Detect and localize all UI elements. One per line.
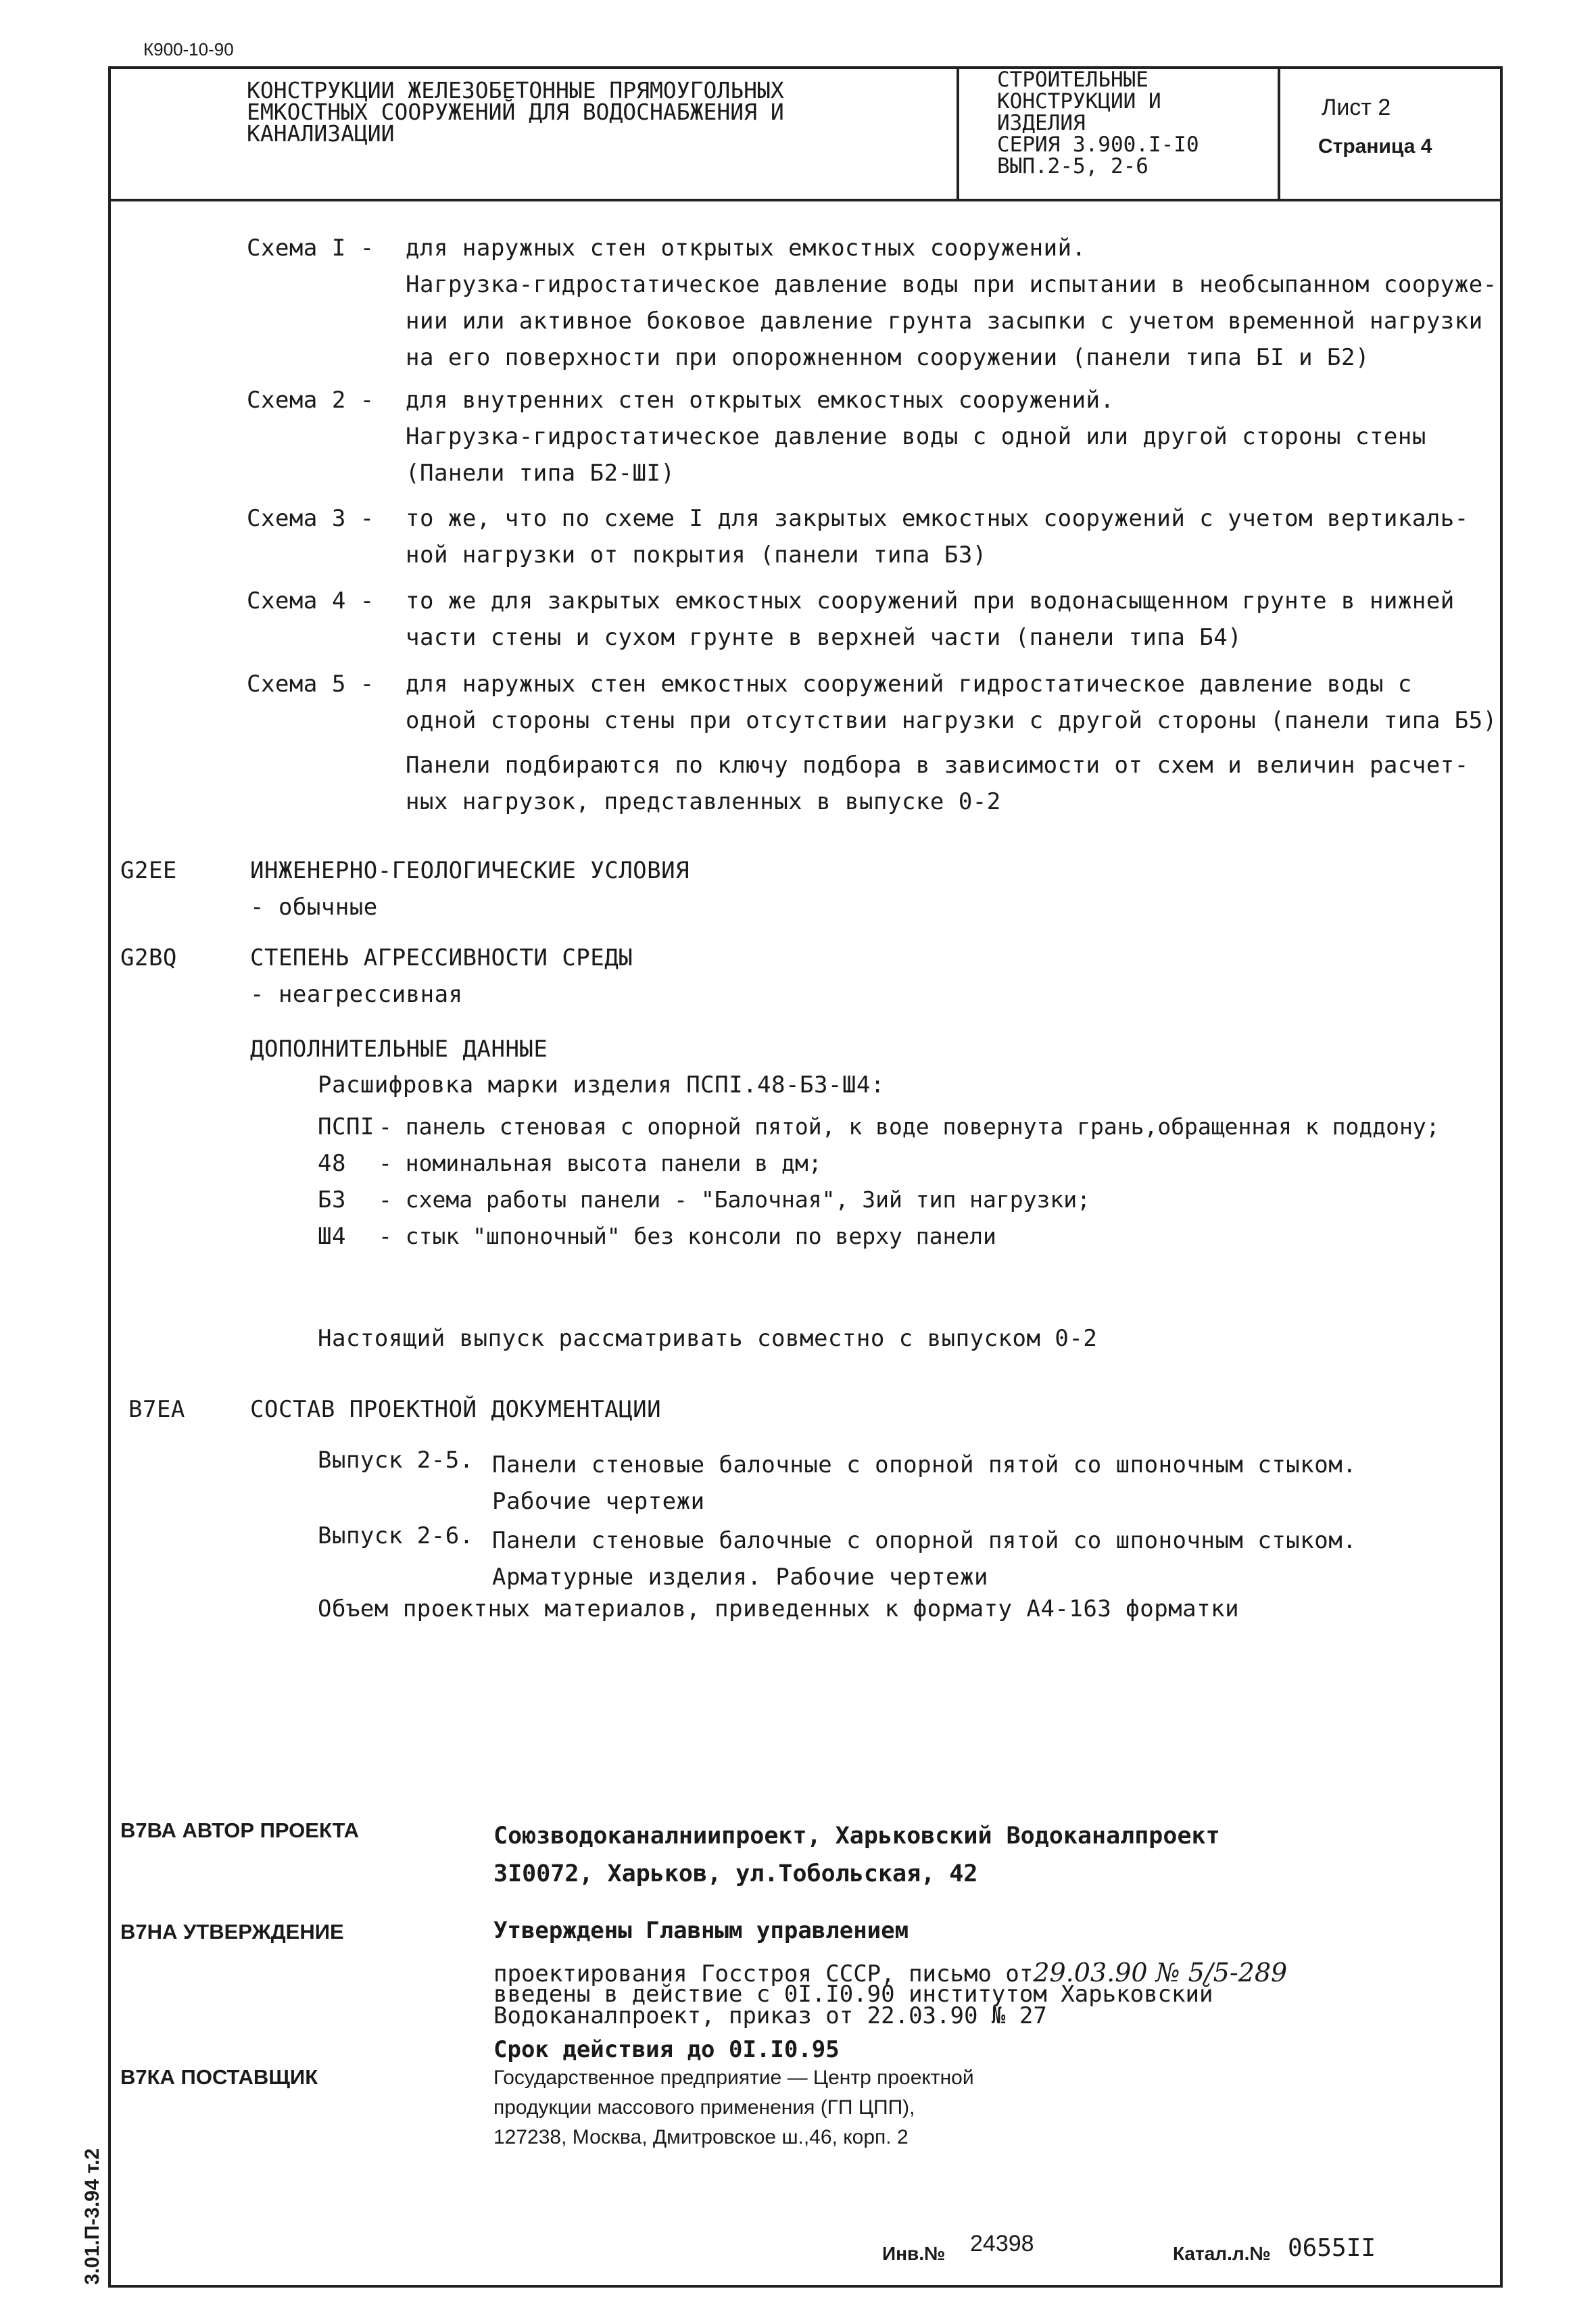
approval-label: В7НА УТВЕРЖДЕНИЕ: [120, 1920, 344, 1944]
header-title-line: ЕМКОСТНЫХ СООРУЖЕНИЙ ДЛЯ ВОДОСНАБЖЕНИЯ И: [247, 99, 784, 125]
author-text: [493, 1817, 1220, 1893]
scheme-line: на его поверхности при опорожненном сооружении (панели типа БI и Б2): [406, 344, 1370, 371]
decode-text: - номинальная высота панели в дм;: [379, 1150, 822, 1176]
sheet-label: Лист 2: [1322, 95, 1391, 120]
supplier-line: Государственное предприятие — Центр проектной: [493, 2067, 974, 2089]
scheme-line: то же для закрытых емкостных сооружений при водонасыщенном грунте в нижней: [406, 587, 1455, 614]
header-title-line: КОНСТРУКЦИИ ЖЕЛЕЗОБЕТОННЫЕ ПРЯМОУГОЛЬНЫХ: [247, 77, 784, 103]
note-line: ных нагрузок, представленных в выпуске 0-2: [406, 788, 1001, 815]
geo-code: G2EE: [120, 857, 177, 884]
supplier-line: 127238, Москва, Дмитровское ш.,46, корп. 2: [493, 2126, 909, 2148]
author-line: 3I0072, Харьков, ул.Тобольская, 42: [493, 1860, 978, 1887]
approval-letter-text: проектирования Госстроя СССР, письмо от: [493, 1960, 1034, 1987]
approval-line-1: Утверждены Главным управлением: [493, 1917, 909, 1944]
series-line: ИЗДЕЛИЯ: [997, 111, 1086, 135]
scheme-line: (Панели типа Б2-ШI): [406, 460, 675, 487]
issue-2-text: [492, 1522, 1357, 1595]
aggr-title: СТЕПЕНЬ АГРЕССИВНОСТИ СРЕДЫ: [250, 944, 633, 971]
docs-volume: Объем проектных материалов, приведенных к формату А4-163 форматки: [318, 1595, 1240, 1622]
scheme-3: [247, 500, 374, 537]
author-line: Союзводоканалниипроект, Харьковский Водоканалпроект: [493, 1823, 1220, 1850]
scheme-label: Схема 4 -: [247, 587, 374, 614]
scheme-5-text: [406, 666, 1497, 739]
issue-line: Панели стеновые балочные с опорной пятой со шпоночным стыком.: [492, 1451, 1357, 1478]
extra-intro: Расшифровка марки изделия ПСПI.48-Б3-Ш4:: [318, 1071, 885, 1099]
validity: Срок действия до 0I.I0.95: [493, 2036, 840, 2063]
side-stamp: 3.01.П-3.94 т.2: [81, 2148, 103, 2285]
series-line: СЕРИЯ 3.900.I-I0: [997, 132, 1199, 157]
scheme-line: для наружных стен емкостных сооружений гидростатическое давление воды с: [406, 671, 1412, 698]
decode-key: Б3: [318, 1186, 346, 1213]
inventory-number: 24398: [970, 2231, 1034, 2257]
decode-text: - схема работы панели - "Балочная", 3ий тип нагрузки;: [379, 1186, 1090, 1213]
scheme-line: для наружных стен открытых емкостных сооружений.: [406, 235, 1086, 262]
approval-handwritten-number: 29.03.90 № 5/5-289: [1033, 1958, 1288, 1987]
decode-key: ПСПI: [318, 1113, 374, 1140]
series-line: СТРОИТЕЛЬНЫЕ: [997, 68, 1148, 92]
aggr-value: - неагрессивная: [250, 981, 463, 1008]
page-label: Страница 4: [1318, 135, 1432, 158]
issue-1-text: [492, 1447, 1357, 1520]
decode-key: 48: [318, 1150, 346, 1177]
docs-code: В7ЕА: [128, 1396, 185, 1423]
issue-line: Панели стеновые балочные с опорной пятой со шпоночным стыком.: [492, 1527, 1357, 1554]
scheme-line: Нагрузка-гидростатическое давление воды с одной или другой стороны стены: [406, 423, 1426, 450]
scheme-1: [247, 230, 374, 266]
scheme-label: Схема 3 -: [247, 505, 374, 532]
scheme-line: для внутренних стен открытых емкостных сооружений.: [406, 387, 1115, 414]
supplier-line: продукции массового применения (ГП ЦПП),: [493, 2096, 915, 2119]
scheme-label: Схема 5 -: [247, 671, 374, 698]
scheme-3-text: [406, 500, 1469, 573]
approval-line-3: введены в действие с 0I.I0.90 институтом Харьковский: [493, 1981, 1213, 2008]
inventory-label: Инв.№: [882, 2243, 946, 2264]
decode-key: Ш4: [318, 1223, 346, 1250]
joint-note: Настоящий выпуск рассматривать совместно с выпуском 0-2: [318, 1325, 1098, 1352]
extra-keys: [318, 1109, 374, 1255]
scheme-1-text: [406, 230, 1497, 376]
supplier-text: [493, 2063, 974, 2152]
aggr-code: G2BQ: [120, 944, 177, 971]
scheme-line: то же, что по схеме I для закрытых емкостных сооружений с учетом вертикаль-: [406, 505, 1469, 532]
header-series: [997, 69, 1199, 177]
scheme-label: Схема I -: [247, 235, 374, 262]
scheme-line: одной стороны стены при отсутствии нагрузки с другой стороны (панели типа Б5): [406, 707, 1497, 734]
decode-text: - стык "шпоночный" без консоли по верху панели: [379, 1223, 996, 1249]
extra-title: ДОПОЛНИТЕЛЬНЫЕ ДАННЫЕ: [250, 1036, 548, 1063]
issue-1-label: Выпуск 2-5.: [318, 1447, 474, 1474]
header-separator-2: [1278, 66, 1280, 200]
panel-selection-note: [406, 747, 1469, 820]
scheme-2-text: [406, 382, 1426, 491]
series-line: КОНСТРУКЦИИ И: [997, 89, 1161, 114]
issue-line: Арматурные изделия. Рабочие чертежи: [492, 1564, 988, 1591]
scheme-line: Нагрузка-гидростатическое давление воды при испытании в необсыпанном сооруже-: [406, 271, 1497, 298]
note-line: Панели подбираются по ключу подбора в зависимости от схем и величин расчет-: [406, 752, 1469, 779]
decode-text: - панель стеновая с опорной пятой, к воде повернута грань,обращенная к поддону;: [379, 1113, 1440, 1140]
catalog-label: Катал.л.№: [1173, 2243, 1271, 2264]
approval-line-4: Водоканалпроект, приказ от 22.03.90 № 27: [493, 2002, 1047, 2029]
catalog-number: 0655II: [1288, 2234, 1376, 2262]
author-label: В7ВА АВТОР ПРОЕКТА: [120, 1818, 360, 1842]
header-title-line: КАНАЛИЗАЦИИ: [247, 120, 395, 147]
header-divider: [108, 199, 1503, 201]
geo-title: ИНЖЕНЕРНО-ГЕОЛОГИЧЕСКИЕ УСЛОВИЯ: [250, 857, 690, 884]
scheme-2: [247, 382, 374, 418]
header-separator-1: [957, 66, 959, 200]
scheme-label: Схема 2 -: [247, 387, 374, 414]
issue-2-label: Выпуск 2-6.: [318, 1522, 474, 1549]
supplier-label: В7КА ПОСТАВЩИК: [120, 2065, 318, 2089]
scheme-5: [247, 666, 374, 702]
scheme-line: части стены и сухом грунте в верхней части (панели типа Б4): [406, 624, 1242, 651]
header-title: [247, 77, 784, 147]
scheme-line: ной нагрузки от покрытия (панели типа Б3): [406, 541, 987, 569]
document-code: К900-10-90: [143, 39, 234, 59]
scheme-line: нии или активное боковое давление грунта засыпки с учетом временной нагрузки: [406, 308, 1483, 335]
extra-values: [379, 1109, 1440, 1255]
geo-value: - обычные: [250, 894, 378, 921]
scheme-4: [247, 583, 374, 619]
issue-line: Рабочие чертежи: [492, 1488, 705, 1515]
docs-title: СОСТАВ ПРОЕКТНОЙ ДОКУМЕНТАЦИИ: [250, 1396, 662, 1423]
scheme-4-text: [406, 583, 1455, 656]
series-line: ВЫП.2-5, 2-6: [997, 154, 1148, 178]
